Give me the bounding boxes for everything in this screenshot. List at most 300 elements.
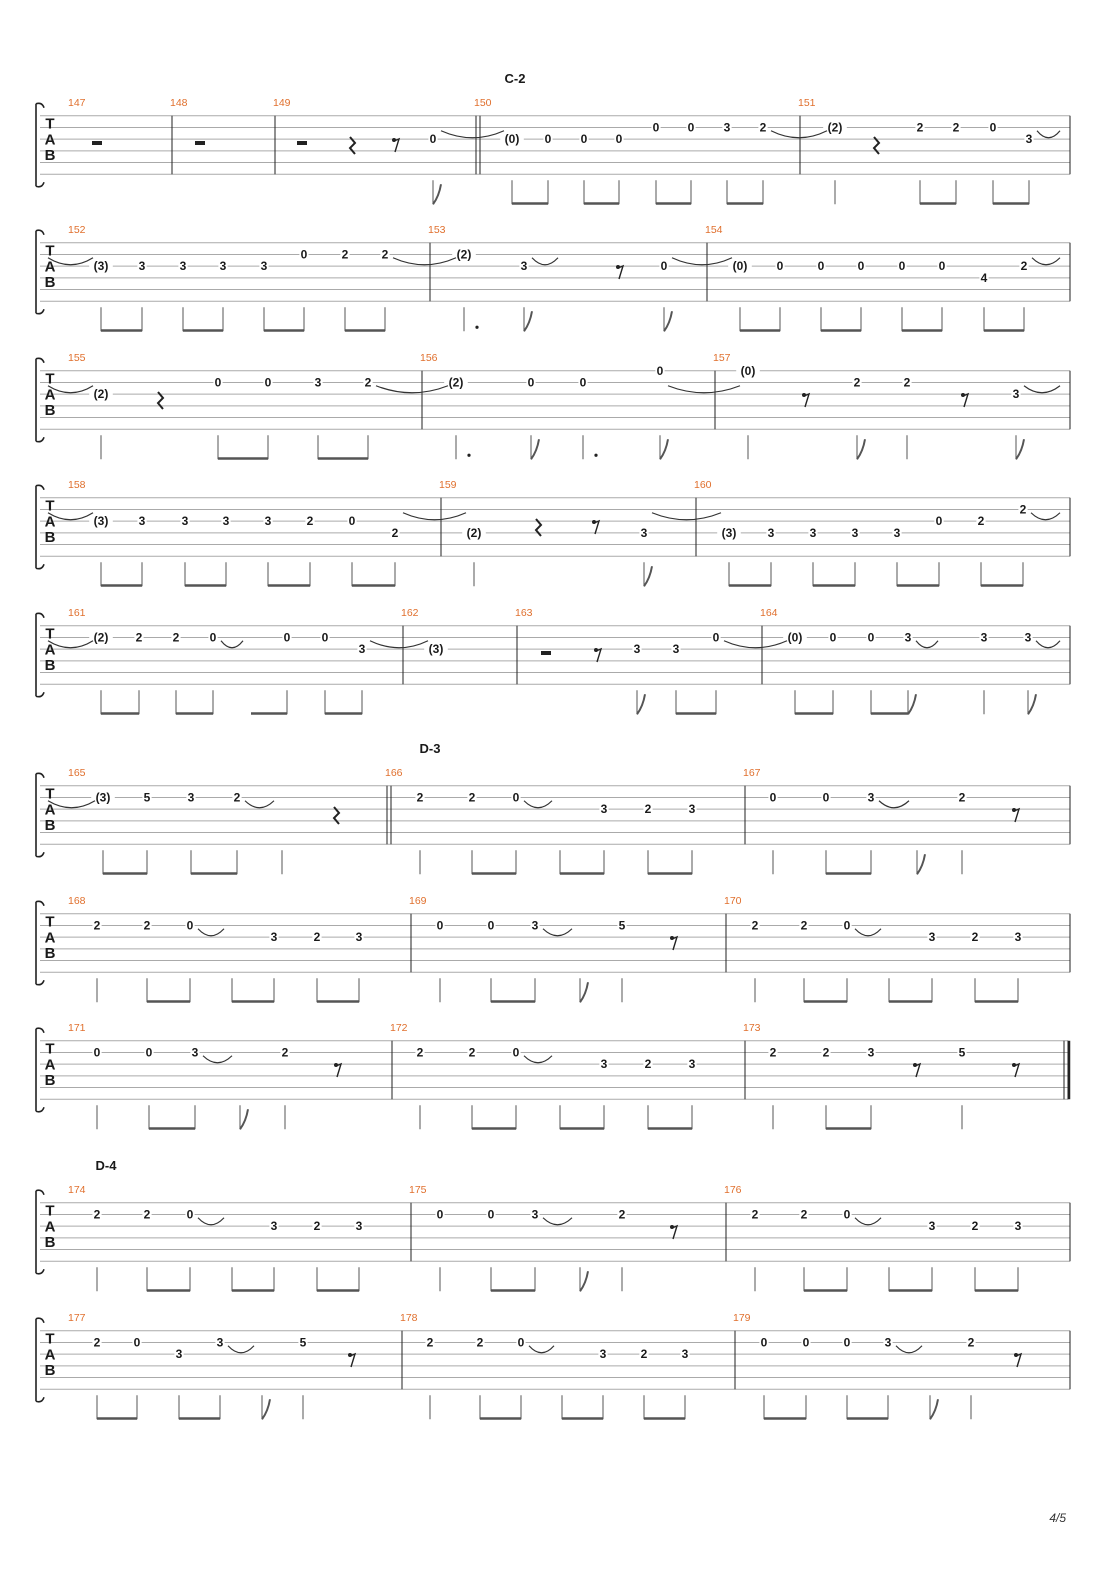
fret-number: 3: [904, 630, 912, 645]
tab-system: [36, 479, 1070, 587]
measure-number: 164: [760, 606, 778, 619]
tie-arc: [543, 929, 572, 936]
tab-clef-letter: T: [45, 913, 55, 931]
beam: [149, 1127, 195, 1130]
tab-clef-letter: B: [44, 1234, 56, 1252]
tie-arc: [524, 801, 552, 808]
fret-number: 0: [544, 132, 552, 147]
beam: [179, 1417, 220, 1420]
tie-arc: [1032, 258, 1060, 265]
fret-number: 0: [321, 630, 329, 645]
fret-number: 0: [843, 1207, 851, 1222]
fret-number: 0: [935, 514, 943, 529]
tab-clef-letter: A: [44, 1346, 56, 1364]
beam: [740, 329, 780, 332]
beam: [480, 1417, 521, 1420]
fret-number: (0): [740, 363, 756, 378]
fret-number: 0: [264, 375, 272, 390]
beam: [644, 1417, 685, 1420]
eighth-flag: [433, 184, 441, 204]
fret-number: 3: [980, 630, 988, 645]
tie-arc: [652, 513, 721, 520]
fret-number: 3: [599, 1347, 607, 1362]
fret-number: (2): [448, 375, 464, 390]
fret-number: 2: [618, 1207, 626, 1222]
measure-number: 178: [400, 1311, 418, 1324]
fret-number: 0: [712, 630, 720, 645]
fret-number: 3: [640, 525, 648, 540]
fret-number: 2: [416, 1045, 424, 1060]
eighth-flag: [644, 566, 652, 586]
fret-number: 3: [222, 514, 230, 529]
tab-system: [36, 741, 1070, 875]
tie-arc: [393, 258, 456, 265]
beam: [729, 584, 771, 587]
beam: [264, 329, 304, 332]
beam: [656, 202, 691, 205]
fret-number: 3: [681, 1347, 689, 1362]
beam: [676, 712, 716, 715]
fret-number: 2: [1020, 259, 1028, 274]
beam: [826, 1127, 871, 1130]
fret-number: 0: [283, 630, 291, 645]
fret-number: 3: [270, 1219, 278, 1234]
measure-number: 155: [68, 351, 86, 364]
tie-arc: [1036, 641, 1060, 648]
fret-number: 0: [436, 918, 444, 933]
measure-number: 179: [733, 1311, 751, 1324]
fret-number: 2: [971, 1219, 979, 1234]
measure-number: 162: [401, 606, 419, 619]
fret-number: 5: [958, 1045, 966, 1060]
measure-number: 147: [68, 96, 86, 109]
fret-number: 0: [656, 363, 664, 378]
measure-number: 151: [798, 96, 816, 109]
tie-arc: [403, 513, 466, 520]
beam: [512, 202, 548, 205]
fret-number: 2: [958, 790, 966, 805]
fret-number: 2: [93, 1335, 101, 1350]
fret-number: 2: [93, 1207, 101, 1222]
fret-number: 3: [1014, 930, 1022, 945]
beam: [821, 329, 861, 332]
beam: [251, 712, 287, 715]
section-label: C-2: [504, 70, 526, 86]
fret-number: 3: [600, 802, 608, 817]
fret-number: 3: [270, 930, 278, 945]
tie-arc: [855, 929, 881, 936]
fret-number: 2: [759, 120, 767, 135]
tab-clef-letter: A: [44, 386, 56, 404]
beam: [317, 1289, 359, 1292]
fret-number: 2: [313, 930, 321, 945]
eighth-rest: [350, 1354, 355, 1367]
fret-number: 0: [898, 259, 906, 274]
fret-number: 3: [314, 375, 322, 390]
beam: [218, 457, 268, 460]
duration-dot: [594, 454, 597, 457]
measure-number: 152: [68, 223, 86, 236]
beam: [345, 329, 385, 332]
tab-clef-letter: A: [44, 1218, 56, 1236]
fret-number: 3: [928, 930, 936, 945]
beam: [826, 872, 871, 875]
tab-clef-letter: B: [44, 274, 56, 292]
eighth-flag: [660, 439, 668, 459]
fret-number: (0): [732, 259, 748, 274]
measure-number: 176: [724, 1183, 742, 1196]
fret-number: 5: [143, 790, 151, 805]
fret-number: (2): [466, 525, 482, 540]
beam: [147, 1000, 190, 1003]
beam: [560, 872, 604, 875]
page-number: 4/5: [1049, 1511, 1066, 1525]
fret-number: 0: [843, 918, 851, 933]
fret-number: (0): [787, 630, 803, 645]
tab-clef-letter: B: [44, 657, 56, 675]
tab-clef-letter: A: [44, 641, 56, 659]
fret-number: 3: [851, 525, 859, 540]
tab-system: [36, 607, 1070, 715]
tie-arc: [228, 1346, 254, 1353]
tab-system: [36, 1022, 1069, 1130]
tab-clef-letter: T: [45, 1040, 55, 1058]
eighth-flag: [240, 1109, 248, 1129]
tab-clef-letter: B: [44, 402, 56, 420]
fret-number: 3: [688, 1057, 696, 1072]
fret-number: 3: [219, 259, 227, 274]
tie-arc: [771, 131, 827, 138]
tie-arc: [668, 386, 740, 393]
measure-number: 153: [428, 223, 446, 236]
measure-number: 157: [713, 351, 731, 364]
tie-arc: [441, 131, 504, 138]
measure-number: 166: [385, 766, 403, 779]
tab-clef-letter: A: [44, 131, 56, 149]
beam: [975, 1289, 1018, 1292]
fret-number: 2: [143, 1207, 151, 1222]
eighth-rest: [804, 394, 809, 407]
beam: [560, 1127, 604, 1130]
fret-number: 0: [579, 375, 587, 390]
fret-number: 0: [989, 120, 997, 135]
fret-number: 3: [175, 1347, 183, 1362]
eighth-rest: [1016, 1354, 1021, 1367]
beam: [975, 1000, 1018, 1003]
beam: [97, 1417, 137, 1420]
fret-number: 0: [186, 918, 194, 933]
eighth-flag: [908, 694, 916, 714]
eighth-rest: [596, 649, 601, 662]
fret-number: 0: [209, 630, 217, 645]
fret-number: 0: [214, 375, 222, 390]
tie-arc: [672, 258, 732, 265]
half-rest: [195, 141, 205, 145]
fret-number: 3: [187, 790, 195, 805]
tab-clef-letter: T: [45, 1330, 55, 1348]
tie-arc: [543, 1218, 572, 1225]
tab-system: [36, 1158, 1070, 1292]
measure-number: 175: [409, 1183, 427, 1196]
fret-number: 3: [260, 259, 268, 274]
tie-arc: [1024, 386, 1060, 393]
fret-number: 0: [487, 918, 495, 933]
fret-number: 2: [800, 918, 808, 933]
fret-number: 0: [802, 1335, 810, 1350]
fret-number: 3: [520, 259, 528, 274]
tab-clef-letter: T: [45, 115, 55, 133]
fret-number: 3: [358, 642, 366, 657]
fret-number: 2: [971, 930, 979, 945]
beam: [764, 1417, 806, 1420]
fret-number: (3): [428, 642, 444, 657]
measure-number: 173: [743, 1021, 761, 1034]
tab-clef-letter: A: [44, 258, 56, 276]
fret-number: 2: [233, 790, 241, 805]
fret-number: 3: [867, 1045, 875, 1060]
tie-arc: [916, 641, 938, 648]
beam: [232, 1289, 274, 1292]
fret-number: 0: [300, 247, 308, 262]
fret-number: 3: [867, 790, 875, 805]
fret-number: 0: [687, 120, 695, 135]
tab-clef-letter: T: [45, 370, 55, 388]
tie-arc: [879, 801, 909, 808]
beam: [648, 872, 692, 875]
fret-number: 0: [93, 1045, 101, 1060]
eighth-rest: [963, 394, 968, 407]
tie-arc: [896, 1346, 922, 1353]
tab-clef-letter: B: [44, 1072, 56, 1090]
beam: [584, 202, 619, 205]
fret-number: (3): [93, 259, 109, 274]
tab-clef-letter: B: [44, 817, 56, 835]
fret-number: 3: [1014, 1219, 1022, 1234]
beam: [318, 457, 368, 460]
fret-number: (2): [827, 120, 843, 135]
beam: [993, 202, 1029, 205]
fret-number: 0: [938, 259, 946, 274]
beam: [648, 1127, 692, 1130]
tab-systems: [36, 71, 1070, 1420]
fret-number: 0: [760, 1335, 768, 1350]
fret-number: 2: [640, 1347, 648, 1362]
tie-arc: [855, 1218, 881, 1225]
fret-number: 3: [191, 1045, 199, 1060]
tie-arc: [376, 386, 448, 393]
beam: [268, 584, 310, 587]
fret-number: 2: [476, 1335, 484, 1350]
tab-clef-letter: A: [44, 513, 56, 531]
eighth-rest: [672, 1226, 677, 1239]
fret-number: 2: [416, 790, 424, 805]
measure-number: 171: [68, 1021, 86, 1034]
tie-arc: [245, 801, 274, 808]
eighth-flag: [917, 854, 925, 874]
fret-number: 2: [364, 375, 372, 390]
tab-clef-letter: A: [44, 929, 56, 947]
fret-number: 0: [615, 132, 623, 147]
tab-clef-letter: B: [44, 1362, 56, 1380]
fret-number: 3: [723, 120, 731, 135]
fret-number: 0: [517, 1335, 525, 1350]
beam: [472, 1127, 516, 1130]
fret-number: 0: [857, 259, 865, 274]
tab-clef-letter: T: [45, 625, 55, 643]
measure-number: 156: [420, 351, 438, 364]
tie-arc: [532, 258, 558, 265]
tie-arc: [198, 1218, 224, 1225]
fret-number: 2: [306, 514, 314, 529]
fret-number: 0: [348, 514, 356, 529]
fret-number: 2: [341, 247, 349, 262]
fret-number: 2: [391, 525, 399, 540]
fret-number: 3: [600, 1057, 608, 1072]
fret-number: (2): [93, 630, 109, 645]
fret-number: (3): [93, 514, 109, 529]
fret-number: 2: [967, 1335, 975, 1350]
eighth-flag: [1028, 694, 1036, 714]
fret-number: 2: [751, 918, 759, 933]
fret-number: 3: [928, 1219, 936, 1234]
beam: [813, 584, 855, 587]
beam: [185, 584, 226, 587]
fret-number: 2: [769, 1045, 777, 1060]
fret-number: 2: [977, 514, 985, 529]
beam: [101, 329, 142, 332]
fret-number: 2: [468, 1045, 476, 1060]
tab-system: [36, 895, 1070, 1003]
fret-number: 0: [867, 630, 875, 645]
beam: [176, 712, 213, 715]
eighth-rest: [1014, 1064, 1019, 1077]
fret-number: 0: [822, 790, 830, 805]
eighth-rest: [394, 139, 399, 152]
eighth-flag: [930, 1399, 938, 1419]
fret-number: (0): [504, 132, 520, 147]
fret-number: 3: [179, 259, 187, 274]
fret-number: 2: [822, 1045, 830, 1060]
fret-number: 2: [903, 375, 911, 390]
fret-number: 2: [644, 802, 652, 817]
tie-arc: [1031, 513, 1060, 520]
beam: [191, 872, 237, 875]
beam: [491, 1289, 535, 1292]
beam: [889, 1000, 932, 1003]
beam: [101, 712, 139, 715]
tab-system: [36, 224, 1070, 332]
tie-arc: [1037, 131, 1060, 138]
fret-number: 3: [355, 930, 363, 945]
fret-number: 3: [672, 642, 680, 657]
measure-number: 158: [68, 478, 86, 491]
measure-number: 168: [68, 894, 86, 907]
fret-number: 4: [980, 270, 988, 285]
half-rest: [541, 651, 551, 655]
fret-number: 0: [145, 1045, 153, 1060]
fret-number: 2: [952, 120, 960, 135]
measure-number: 167: [743, 766, 761, 779]
fret-number: 2: [426, 1335, 434, 1350]
tie-arc: [203, 1056, 232, 1063]
fret-number: 0: [660, 259, 668, 274]
fret-number: 0: [527, 375, 535, 390]
beam: [352, 584, 395, 587]
beam: [981, 584, 1023, 587]
beam: [871, 712, 908, 715]
fret-number: 0: [436, 1207, 444, 1222]
fret-number: 0: [580, 132, 588, 147]
eighth-rest: [618, 266, 623, 279]
beam: [101, 584, 142, 587]
fret-number: 3: [138, 259, 146, 274]
fret-number: 2: [143, 918, 151, 933]
measure-number: 170: [724, 894, 742, 907]
measure-number: 154: [705, 223, 723, 236]
fret-number: 0: [487, 1207, 495, 1222]
tie-arc: [524, 1056, 552, 1063]
measure-number: 163: [515, 606, 533, 619]
section-label: D-4: [95, 1157, 117, 1173]
beam: [889, 1289, 932, 1292]
tab-system: [36, 71, 1070, 205]
beam: [491, 1000, 535, 1003]
fret-number: 2: [751, 1207, 759, 1222]
fret-number: 0: [769, 790, 777, 805]
tab-system: [36, 1312, 1070, 1420]
beam: [147, 1289, 190, 1292]
fret-number: 0: [652, 120, 660, 135]
tie-arc: [221, 641, 243, 648]
tab-clef-letter: A: [44, 801, 56, 819]
fret-number: 3: [893, 525, 901, 540]
fret-number: 2: [1019, 502, 1027, 517]
beam: [902, 329, 942, 332]
half-rest: [297, 141, 307, 145]
measure-number: 165: [68, 766, 86, 779]
tab-clef-letter: B: [44, 147, 56, 165]
fret-number: 3: [216, 1335, 224, 1350]
eighth-flag: [262, 1399, 270, 1419]
beam: [103, 872, 147, 875]
eighth-flag: [664, 311, 672, 331]
fret-number: 5: [299, 1335, 307, 1350]
measure-number: 161: [68, 606, 86, 619]
fret-number: 3: [181, 514, 189, 529]
beam: [727, 202, 763, 205]
measure-number: 149: [273, 96, 291, 109]
fret-number: 0: [829, 630, 837, 645]
fret-number: 2: [381, 247, 389, 262]
beam: [183, 329, 223, 332]
eighth-flag: [1016, 439, 1024, 459]
eighth-rest: [594, 521, 599, 534]
fret-number: (3): [721, 525, 737, 540]
eighth-flag: [637, 694, 645, 714]
beam: [920, 202, 956, 205]
fret-number: 3: [688, 802, 696, 817]
fret-number: 2: [172, 630, 180, 645]
half-rest: [92, 141, 102, 145]
tab-system: [36, 352, 1070, 460]
beam: [804, 1000, 847, 1003]
eighth-rest: [1014, 809, 1019, 822]
fret-number: 2: [800, 1207, 808, 1222]
beam: [317, 1000, 359, 1003]
tab-clef-letter: T: [45, 785, 55, 803]
fret-number: 2: [135, 630, 143, 645]
fret-number: 3: [531, 918, 539, 933]
